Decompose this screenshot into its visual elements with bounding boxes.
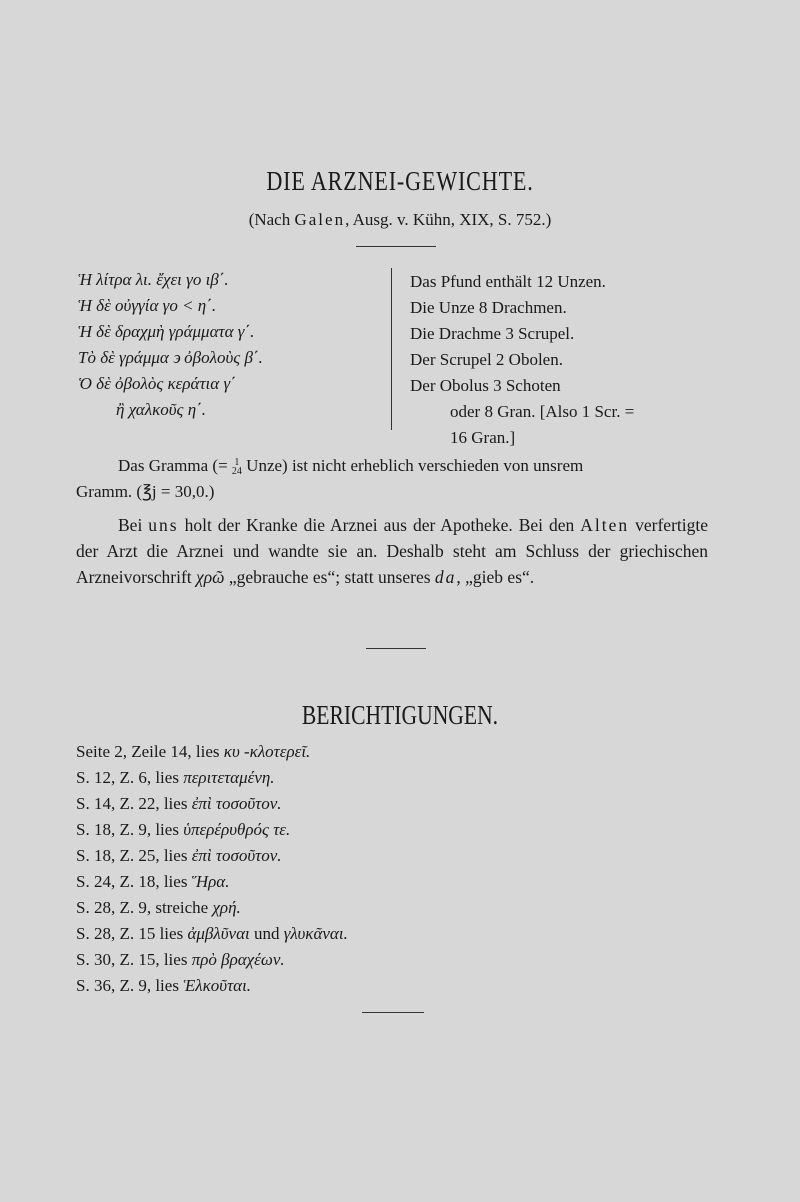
gramma-line-1 <box>118 456 583 476</box>
correction-ref: S. 12, Z. 6, lies <box>76 768 184 787</box>
correction-ref: S. 36, Z. 9, lies <box>76 976 184 995</box>
correction-greek: Ἥρα. <box>191 872 230 891</box>
greek-line: ἢ χαλκοῦς η΄. <box>116 400 207 419</box>
fraction-numerator: 1 <box>234 457 240 469</box>
greek-line: Ἡ δὲ δραχμὴ γράμματα γ΄. <box>78 322 255 341</box>
subtitle-post: , Ausg. v. Kühn, XIX, S. 752.) <box>345 210 552 229</box>
correction-ref: Seite 2, Zeile 14, lies <box>76 742 224 761</box>
subtitle-author: Galen <box>294 210 346 229</box>
greek-line: Τὸ δὲ γράμμα ϶ ὀβολοὺς β΄. <box>78 348 263 367</box>
correction-greek: ἐπὶ τοσοῦτον. <box>191 794 282 813</box>
correction-greek: κυ -κλοτερεῖ. <box>223 742 311 761</box>
title-divider <box>356 246 436 247</box>
correction-greek: ἀμβλῦναι <box>187 924 250 943</box>
correction-row <box>76 742 310 762</box>
para-text: verfertigte der Arzt die Arznei und wandte sie an. Deshalb steht am Schluss der griechischen Arzneivorschrift <box>76 515 708 587</box>
correction-row <box>76 820 290 840</box>
fraction <box>232 458 242 476</box>
correction-ref: S. 28, Z. 15 lies <box>76 924 188 943</box>
para-emphasis: uns <box>148 515 179 535</box>
correction-row <box>76 924 348 944</box>
german-line: Die Unze 8 Drachmen. <box>410 298 567 317</box>
correction-ref: S. 24, Z. 18, lies <box>76 872 192 891</box>
para-text: holt der Kranke die Arznei aus der Apotheke. Bei den <box>178 515 581 535</box>
greek-line: Ἡ λίτρα λι. ἔχει γο ιβ΄. <box>78 270 229 289</box>
end-divider <box>362 1012 424 1013</box>
correction-greek: ὑπερέρυθρός τε. <box>183 820 291 839</box>
correction-row <box>76 768 275 788</box>
correction-ref: S. 30, Z. 15, lies <box>76 950 192 969</box>
correction-ref: S. 18, Z. 9, lies <box>76 820 184 839</box>
subtitle-pre: (Nach <box>248 210 295 229</box>
gramma-post: Unze) ist nicht erheblich verschieden von unsrem <box>246 456 584 475</box>
correction-row <box>76 950 285 970</box>
para-emphasis: Alten <box>580 515 630 535</box>
corrections-heading: BERICHTIGUNGEN. <box>301 700 499 730</box>
correction-row <box>76 846 282 866</box>
german-line: oder 8 Gran. [Also 1 Scr. = <box>450 402 635 421</box>
para-text: Bei <box>118 515 149 535</box>
fraction-denominator: 24 <box>231 466 242 478</box>
section-divider <box>366 648 426 649</box>
greek-line: Ὁ δὲ ὀβολὸς κεράτια γ΄ <box>78 374 236 393</box>
page-title: DIE ARZNEI-GEWICHTE. <box>266 166 534 196</box>
correction-row <box>76 872 229 892</box>
german-line: Das Pfund enthält 12 Unzen. <box>410 272 606 291</box>
german-line: Der Scrupel 2 Obolen. <box>410 350 563 369</box>
body-paragraph <box>76 512 708 590</box>
correction-greek: γλυκᾶναι. <box>283 924 348 943</box>
correction-greek: χρή. <box>212 898 241 917</box>
para-emphasis: da <box>434 567 457 587</box>
para-greek: χρῶ <box>196 567 225 587</box>
correction-greek: ἐπὶ τοσοῦτον. <box>191 846 282 865</box>
correction-row <box>76 976 251 996</box>
correction-row <box>76 898 241 918</box>
correction-greek: πρὸ βραχέων. <box>191 950 285 969</box>
correction-greek: περιτεταμένη. <box>183 768 275 787</box>
greek-line: Ἡ δὲ οὐγγία γο < η΄. <box>78 296 217 315</box>
column-divider <box>391 268 392 430</box>
german-line: Der Obolus 3 Schoten <box>410 376 561 395</box>
correction-mid: und <box>249 924 284 943</box>
correction-greek: Ἑλκοῦται. <box>183 976 252 995</box>
german-line: 16 Gran.] <box>450 428 516 447</box>
gramma-pre: Das Gramma (= <box>118 456 228 475</box>
para-text: „gebrauche es“; statt unseres <box>224 567 435 587</box>
correction-ref: S. 18, Z. 25, lies <box>76 846 192 865</box>
subtitle <box>0 210 800 230</box>
correction-ref: S. 28, Z. 9, streiche <box>76 898 213 917</box>
correction-ref: S. 14, Z. 22, lies <box>76 794 192 813</box>
correction-row <box>76 794 282 814</box>
para-text: , „gieb es“. <box>456 567 535 587</box>
german-line: Die Drachme 3 Scrupel. <box>410 324 575 343</box>
gramma-line-2: Gramm. (℥j = 30,0.) <box>76 482 215 501</box>
